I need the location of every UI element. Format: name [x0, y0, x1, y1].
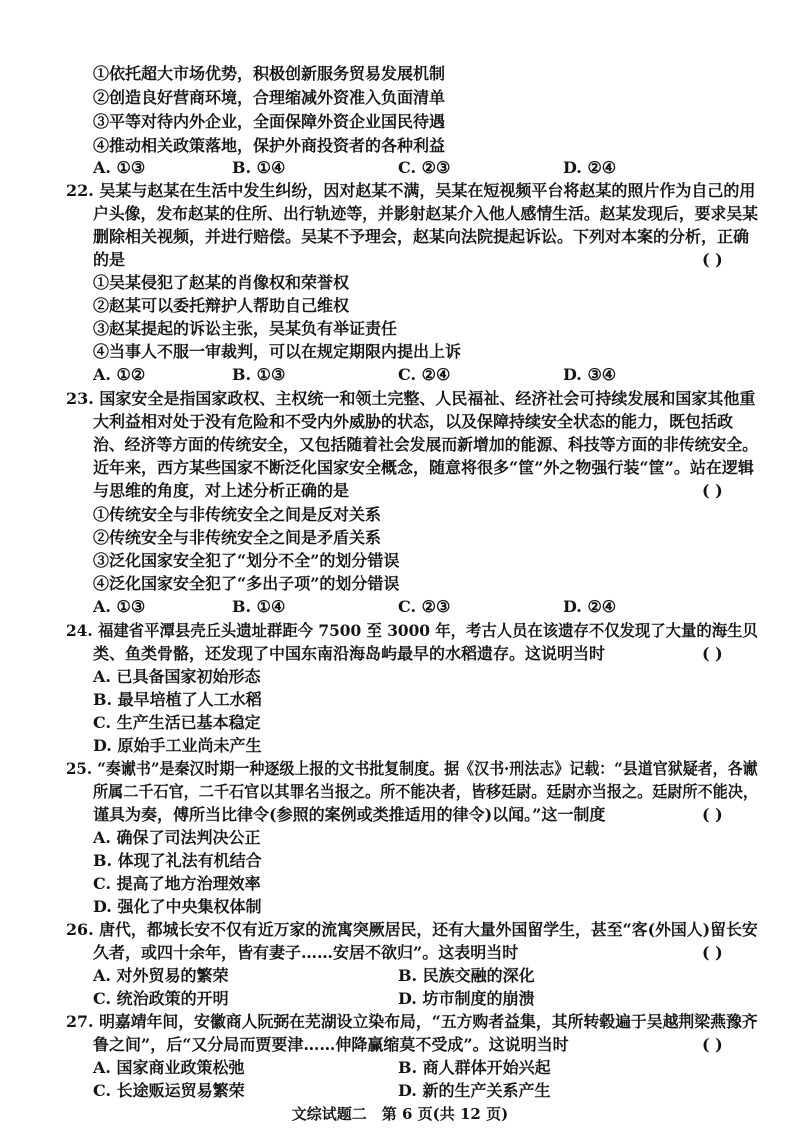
q22-stem-line-4: 的是 [93, 250, 126, 269]
q27-stem-line-2: 鲁之间”，后“又分局而贾要津……伸降赢缩莫不受成”。这说明当时 [93, 1035, 569, 1054]
q22-stem-line-1: 22. 吴某与赵某在生活中发生纠纷，因对赵某不满，吴某在短视频平台将赵某的照片作为自己的用 [66, 181, 756, 200]
q21-option-a: A. ①③ [93, 158, 146, 177]
q24-answer-paren: ( ) [702, 644, 723, 663]
q26-answer-paren: ( ) [702, 943, 723, 962]
q23-option-a: A. ①③ [93, 597, 146, 616]
q23-option-d: D. ②④ [563, 597, 617, 616]
q23-item-1: ①传统安全与非传统安全之间是反对关系 [93, 505, 382, 524]
q21-option-b: B. ①④ [232, 158, 286, 177]
q24-option-c: C. 生产生活已基本稳定 [93, 713, 261, 732]
q23-stem-line-4: 近年来，西方某些国家不断泛化国家安全概念，随意将很多“筐”外之物强行装“筐”。站在逻辑 [93, 458, 754, 477]
q24-stem-line-2: 类、鱼类骨骼，还发现了中国东南沿海岛屿最早的水稻遗存。这说明当时 [93, 644, 606, 663]
q25-option-a: A. 确保了司法判决公正 [93, 828, 261, 847]
q22-item-3: ③赵某提起的诉讼主张，吴某负有举证责任 [93, 319, 398, 338]
q23-option-b: B. ①④ [232, 597, 286, 616]
q27-option-b: B. 商人群体开始兴起 [398, 1058, 551, 1077]
q25-stem-line-3: 谨具为奏，傅所当比律令(参照的案例或类推适用的律令)以闻。”这一制度 [93, 805, 606, 824]
q25-option-b: B. 体现了礼法有机结合 [93, 851, 262, 870]
q26-stem-line-1: 26. 唐代，都城长安不仅有近万家的流寓突厥居民，还有大量外国留学生，甚至“客(外国人)留长安 [66, 920, 758, 939]
q27-stem-line-1: 27. 明嘉靖年间，安徽商人阮弼在芜湖设立染布局，“五方购者益集，其所转毂遍于吴越荆梁燕豫齐 [66, 1012, 758, 1031]
q22-stem-line-3: 删除相关视频，并进行赔偿。吴某不予理会，赵某向法院提起诉讼。下列对本案的分析，正确 [93, 227, 750, 246]
q23-stem-line-2: 大利益相对处于没有危险和不受内外威胁的状态，以及保障持续安全状态的能力，既包括政 [93, 412, 734, 431]
q27-answer-paren: ( ) [702, 1035, 723, 1054]
q23-option-c: C. ②③ [398, 597, 451, 616]
q26-option-d: D. 坊市制度的崩溃 [398, 989, 535, 1008]
q25-option-d: D. 强化了中央集权体制 [93, 897, 262, 916]
q22-option-b: B. ①③ [232, 365, 286, 384]
q23-item-3: ③泛化国家安全犯了“划分不全”的划分错误 [93, 551, 400, 570]
q27-option-a: A. 国家商业政策松弛 [93, 1058, 245, 1077]
q26-option-a: A. 对外贸易的繁荣 [93, 966, 229, 985]
q22-item-1: ①吴某侵犯了赵某的肖像权和荣誉权 [93, 273, 350, 292]
q24-option-a: A. 已具备国家初始形态 [93, 667, 261, 686]
q23-stem-line-3: 治、经济等方面的传统安全，又包括随着社会发展而新增加的能源、科技等方面的非传统安全。 [93, 435, 759, 454]
q25-stem-line-1: 25. “奏谳书”是秦汉时期一种逐级上报的文书批复制度。据《汉书·刑法志》记载：“县道官狱疑者，各谳 [66, 759, 758, 778]
q22-item-4: ④当事人不服一审裁判，可以在规定期限内提出上诉 [93, 342, 462, 361]
q27-option-c: C. 长途贩运贸易繁荣 [93, 1081, 245, 1100]
q26-option-b: B. 民族交融的深化 [398, 966, 535, 985]
q22-option-d: D. ③④ [563, 365, 617, 384]
q22-option-c: C. ②④ [398, 365, 451, 384]
q21-item-1: ①依托超大市场优势，积极创新服务贸易发展机制 [93, 64, 446, 83]
q24-option-b: B. 最早培植了人工水稻 [93, 690, 262, 709]
q22-option-a: A. ①② [93, 365, 146, 384]
q27-option-d: D. 新的生产关系产生 [398, 1081, 551, 1100]
q22-answer-paren: ( ) [702, 250, 723, 269]
q23-answer-paren: ( ) [702, 481, 723, 500]
q24-stem-line-1: 24. 福建省平潭县壳丘头遗址群距今 7500 至 3000 年，考古人员在该遗存不仅发现了大量的海生贝 [66, 621, 758, 640]
q24-option-d: D. 原始手工业尚未产生 [93, 736, 262, 755]
q25-option-c: C. 提高了地方治理效率 [93, 874, 261, 893]
q21-item-3: ③平等对待内外企业，全面保障外资企业国民待遇 [93, 112, 446, 131]
q22-stem-line-2: 户头像，发布赵某的住所、出行轨迹等，并影射赵某介入他人感情生活。赵某发现后，要求吴某 [93, 204, 759, 223]
q23-stem-line-5: 与思维的角度，对上述分析正确的是 [93, 481, 350, 500]
q23-stem-line-1: 23. 国家安全是指国家政权、主权统一和领土完整、人民福祉、经济社会可持续发展和国家其他重 [66, 389, 756, 408]
q23-item-2: ②传统安全与非传统安全之间是矛盾关系 [93, 528, 382, 547]
q23-item-4: ④泛化国家安全犯了“多出子项”的划分错误 [93, 574, 400, 593]
q21-option-c: C. ②③ [398, 158, 451, 177]
q25-stem-line-2: 所属二千石官，二千石官以其罪名当报之。所不能决者，皆移廷尉。廷尉亦当报之。廷尉所不能决， [93, 782, 759, 801]
q21-item-2: ②创造良好营商环境，合理缩减外资准入负面清单 [93, 88, 446, 107]
page-footer: 文综试题二 第 6 页(共 12 页) [291, 1105, 509, 1123]
q22-item-2: ②赵某可以委托辩护人帮助自己维权 [93, 296, 350, 315]
q21-option-d: D. ②④ [563, 158, 617, 177]
q26-stem-line-2: 久者，或四十余年，皆有妻子……安居不欲归”。这表明当时 [93, 943, 519, 962]
q21-item-4: ④推动相关政策落地，保护外商投资者的各种利益 [93, 136, 446, 155]
q25-answer-paren: ( ) [702, 805, 723, 824]
q26-option-c: C. 统治政策的开明 [93, 989, 229, 1008]
